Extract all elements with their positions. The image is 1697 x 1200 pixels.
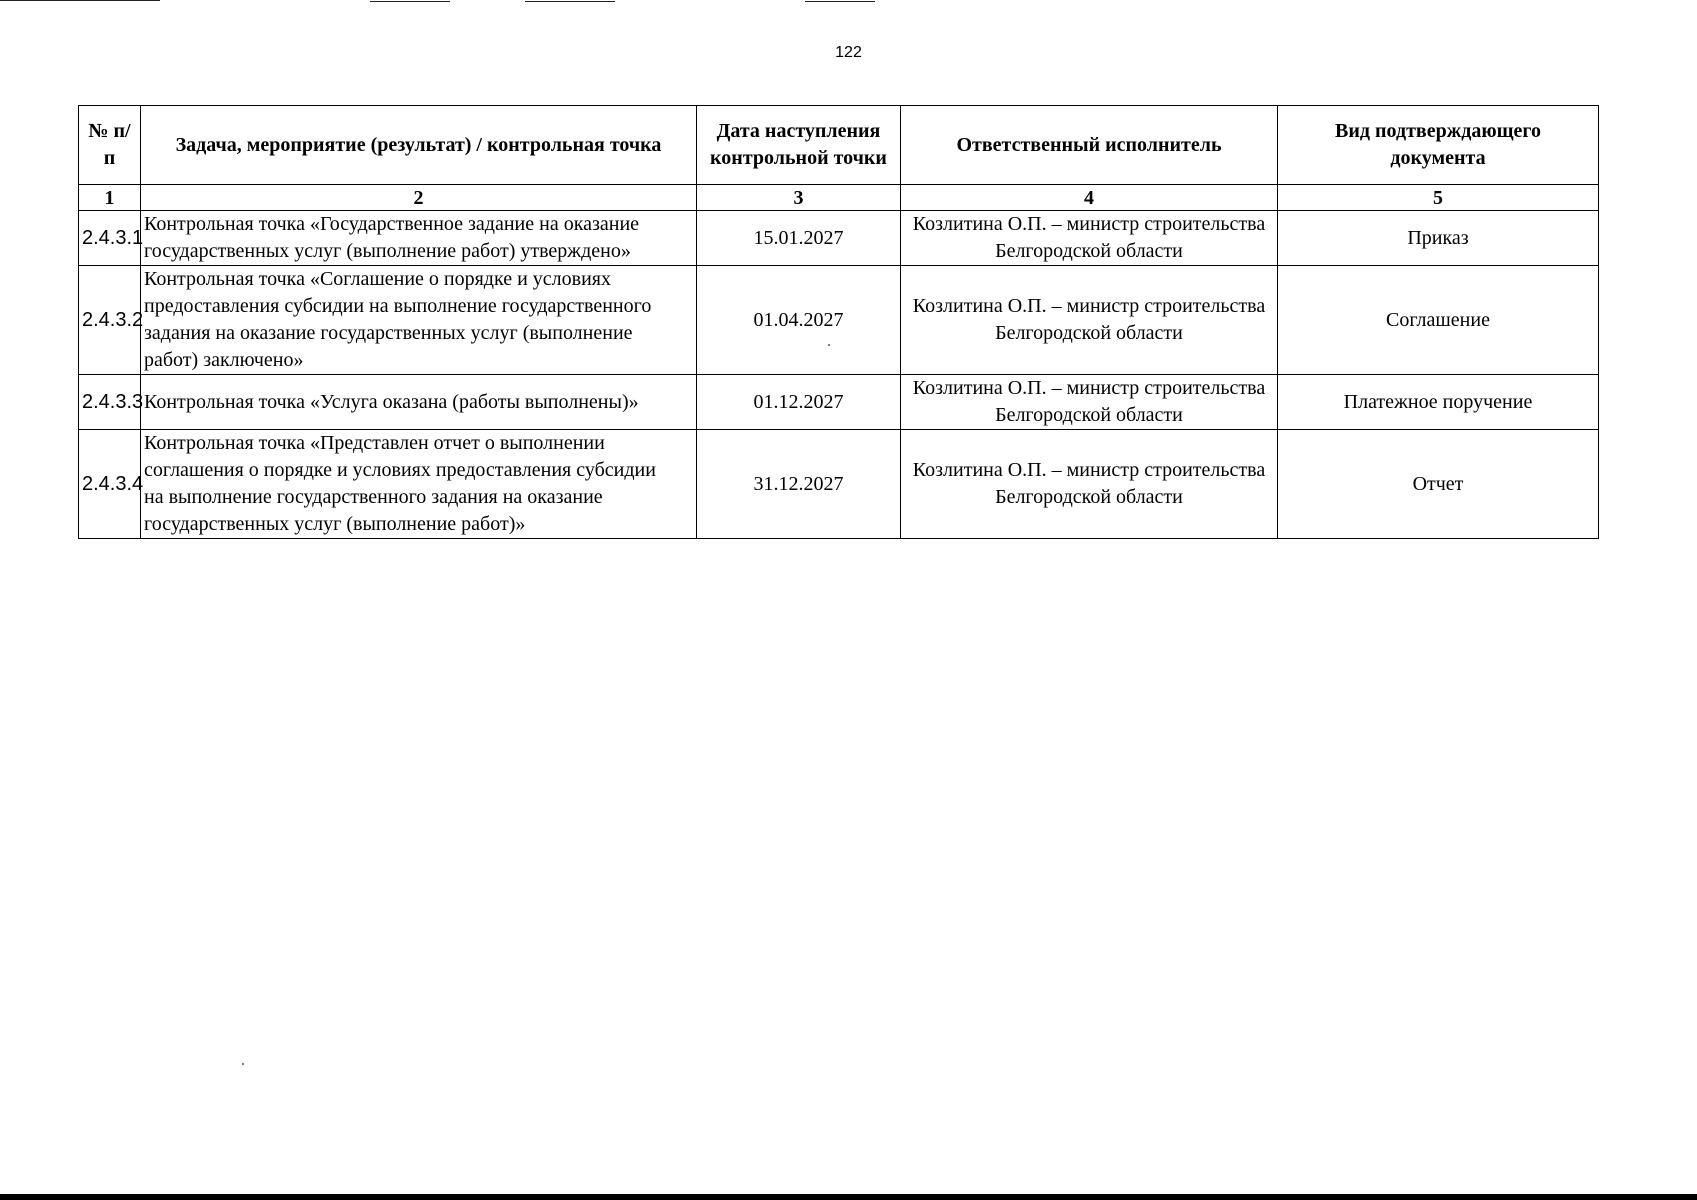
row-document: Соглашение bbox=[1278, 266, 1599, 375]
row-responsible: Козлитина О.П. – министр строительства Белгородской области bbox=[901, 266, 1278, 375]
column-number: 3 bbox=[697, 185, 901, 211]
table-header-row bbox=[79, 106, 1599, 185]
header-responsible: Ответственный исполнитель bbox=[901, 106, 1278, 185]
row-date: 01.04.2027 bbox=[697, 266, 901, 375]
scan-artifact-line bbox=[370, 1, 450, 2]
column-number: 2 bbox=[141, 185, 697, 211]
column-number-row bbox=[79, 185, 1599, 211]
row-number: 2.4.3.3 bbox=[79, 375, 141, 430]
row-number: 2.4.3.4 bbox=[79, 430, 141, 539]
row-task: Контрольная точка «Государственное задание на оказание государственных услуг (выполнение работ) утверждено» bbox=[141, 211, 697, 266]
control-points-table bbox=[78, 105, 1599, 539]
scan-artifact-line bbox=[0, 0, 160, 1]
row-number: 2.4.3.1 bbox=[79, 211, 141, 266]
header-document: Вид подтверждающего документа bbox=[1278, 106, 1599, 185]
table-row bbox=[79, 211, 1599, 266]
scan-artifact-line bbox=[525, 1, 615, 2]
table-row bbox=[79, 375, 1599, 430]
row-date: 15.01.2027 bbox=[697, 211, 901, 266]
table-row bbox=[79, 266, 1599, 375]
row-responsible: Козлитина О.П. – министр строительства Белгородской области bbox=[901, 430, 1278, 539]
header-task: Задача, мероприятие (результат) / контрольная точка bbox=[141, 106, 697, 185]
row-responsible: Козлитина О.П. – министр строительства Белгородской области bbox=[901, 375, 1278, 430]
table-row bbox=[79, 430, 1599, 539]
header-num: № п/п bbox=[79, 106, 141, 185]
scan-bottom-edge bbox=[0, 1194, 1697, 1200]
row-date: 31.12.2027 bbox=[697, 430, 901, 539]
header-date: Дата наступления контрольной точки bbox=[697, 106, 901, 185]
row-task: Контрольная точка «Представлен отчет о выполнении соглашения о порядке и условиях предоставления субсидии на выполнение государственного задания на оказание государственных услуг (выполнение работ)» bbox=[141, 430, 697, 539]
row-task: Контрольная точка «Соглашение о порядке и условиях предоставления субсидии на выполнение государственного задания на оказание государственных услуг (выполнение работ) заключено» bbox=[141, 266, 697, 375]
page-number: 122 bbox=[835, 44, 862, 61]
row-document: Платежное поручение bbox=[1278, 375, 1599, 430]
row-number: 2.4.3.2 bbox=[79, 266, 141, 375]
column-number: 1 bbox=[79, 185, 141, 211]
row-document: Приказ bbox=[1278, 211, 1599, 266]
row-document: Отчет bbox=[1278, 430, 1599, 539]
row-task: Контрольная точка «Услуга оказана (работы выполнены)» bbox=[141, 375, 697, 430]
row-date: 01.12.2027 bbox=[697, 375, 901, 430]
column-number: 4 bbox=[901, 185, 1278, 211]
row-responsible: Козлитина О.П. – министр строительства Белгородской области bbox=[901, 211, 1278, 266]
column-number: 5 bbox=[1278, 185, 1599, 211]
scan-artifact-line bbox=[805, 1, 875, 2]
scan-speck bbox=[242, 1063, 244, 1065]
